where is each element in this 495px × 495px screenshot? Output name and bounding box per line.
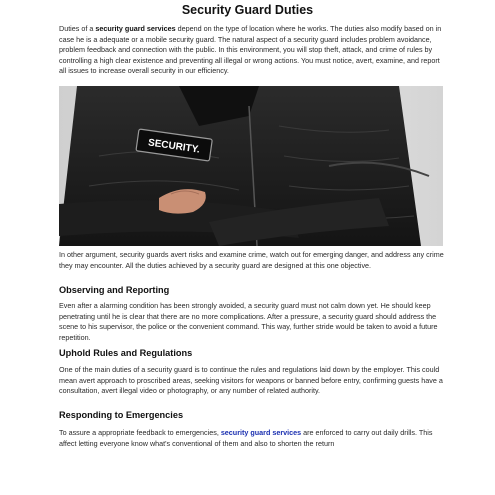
observing-reporting-body: Even after a alarming condition has been strongly avoided, a security guard must not calm down yet. He should keep penetrating until he is clear that there are no more complications. After a pressure, a security guard should address the scene to his supervisor, the police or the convenient command. This way, further stride would be taken to avoid a future repetition. xyxy=(59,301,438,342)
uphold-rules-body: One of the main duties of a security guard is to continue the rules and regulations laid down by the employer. This could mean avert approach to proscribed areas, seeking visitors for weapons or banned before entry, confirming guests have a consultation, avert illegal video or photography, or any number of related authority. xyxy=(59,365,443,396)
heading-observing-reporting: Observing and Reporting xyxy=(59,285,170,295)
responding-emergencies-body xyxy=(59,428,444,449)
emergencies-text-start: To assure a appropriate feedback to emergencies, xyxy=(59,428,221,437)
security-patch-text: SECURITY. xyxy=(147,137,201,156)
security-guard-photo xyxy=(59,86,443,246)
security-guard-services-link[interactable]: security guard services xyxy=(220,428,302,437)
intro-paragraph xyxy=(59,24,444,77)
heading-uphold-rules: Uphold Rules and Regulations xyxy=(59,348,193,358)
paragraph-after-image: In other argument, security guards avert risks and examine crime, watch out for emerging danger, and address any crime they may encounter. All the duties achieved by a security guard are designed at this one objective. xyxy=(59,250,444,270)
page-title: Security Guard Duties xyxy=(181,3,314,17)
intro-bold-phrase: security guard services xyxy=(95,24,176,33)
emergencies-text-end: are enforced to carry out daily drills. This affect letting everyone know what's conventional of them and also to shorten the return xyxy=(59,428,433,448)
heading-responding-emergencies: Responding to Emergencies xyxy=(59,410,184,420)
intro-text-end: depend on the type of location where he works. The duties also modify based on in case he is a adequate or a mobile security guard. The natural aspect of a security guard includes problem avoidance, problem feedback and connection with the public. In this environment, you will stop theft, attack, and crime of rules by controlling a high clear existence and preventing all illegal or wrong actions. You must notice, avert, examine, and report all issues to increase overall security in our efficiency. xyxy=(59,24,442,76)
intro-text-start: Duties of a xyxy=(59,24,96,33)
